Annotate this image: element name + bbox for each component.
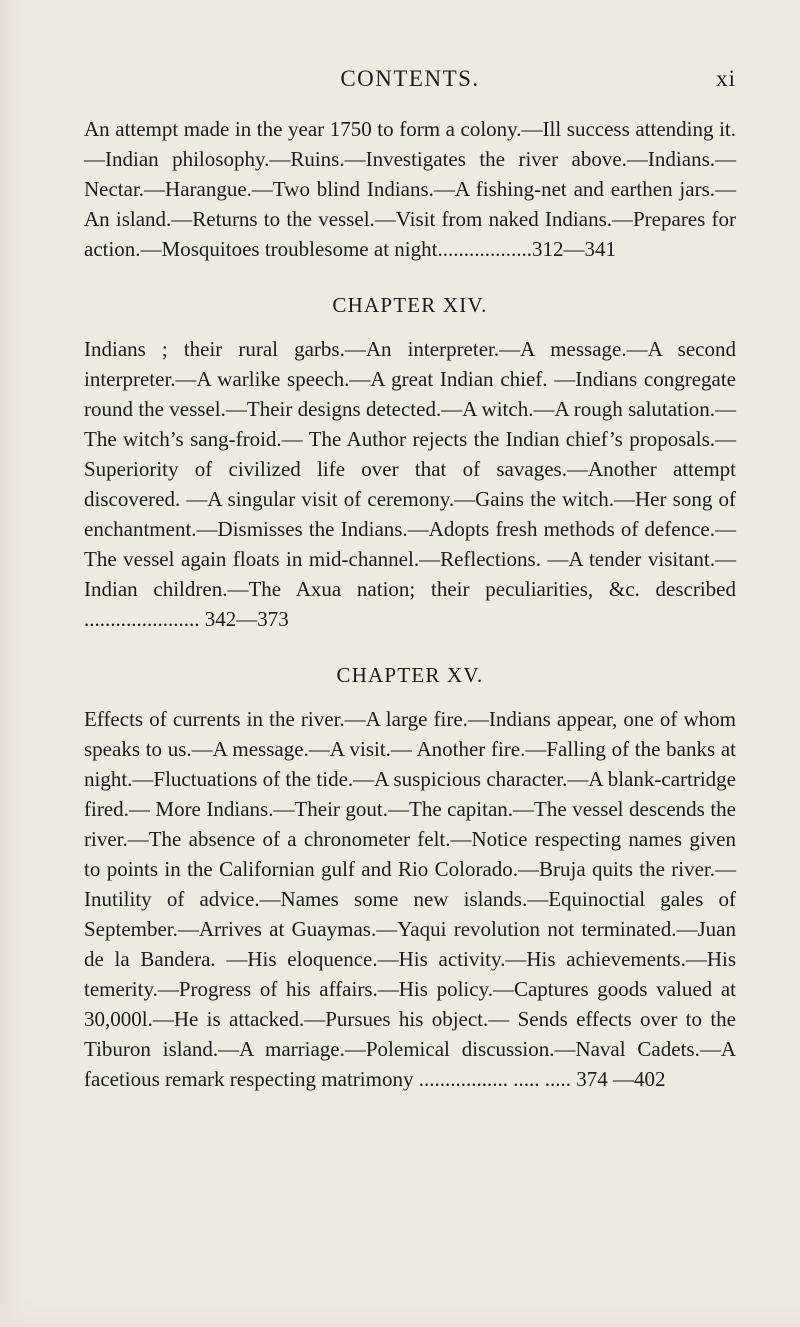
page-bottom-shadow <box>0 1297 800 1327</box>
running-title: CONTENTS. <box>340 66 480 91</box>
chapter-heading-xv: CHAPTER XV. <box>336 663 484 687</box>
page-range: 312—341 <box>531 237 616 261</box>
contents-entry-chapter-xv <box>84 704 736 1094</box>
page-range: 374 —402 <box>570 1067 666 1091</box>
dot-leaders: ................. ..... ..... <box>413 1067 571 1091</box>
contents-body <box>84 114 736 1094</box>
entry-summary: An attempt made in the year 1750 to form a colony.—Ill success attending it.—Indian philosophy.—Ruins.—Investigates the river above.—Indians.—Nectar.—Harangue.—Two blind Indians.—A fishing-net and earthen jars.—An island.—Returns to the vessel.—Visit from naked Indians.—Prepares for action.—Mosquitoes troublesome at night <box>84 117 736 261</box>
page-edge-shadow <box>0 0 46 1327</box>
page-range: 342—373 <box>199 607 289 631</box>
contents-entry-chapter-xiii-continued <box>84 114 736 264</box>
contents-entry-chapter-xiv <box>84 334 736 634</box>
chapter-heading-xiv: CHAPTER XIV. <box>332 293 488 317</box>
entry-summary: Effects of currents in the river.—A large fire.—Indians appear, one of whom speaks to us.—A message.—A visit.— Another fire.—Falling of the banks at night.—Fluctuations of the tide.—A suspicious character.—A blank-cartridge fired.— More Indians.—Their gout.—The capitan.—The vessel descends the river.—The absence of a chronometer felt.—Notice respecting names given to points in the Californian gulf and Rio Colorado.—Bruja quits the river.—Inutility of advice.—Names some new islands.—Equinoctial gales of September.—Arrives at Guaymas.—Yaqui revolution not terminated.—Juan de la Bandera. —His eloquence.—His activity.—His achievements.—His temerity.—Progress of his affairs.—His policy.—Captures goods valued at 30,000l.—He is attacked.—Pursues his object.— Sends effects over to the Tiburon island.—A marriage.—Polemical discussion.—Naval Cadets.—A facetious remark respecting matrimony <box>84 707 736 1091</box>
running-head <box>84 66 736 106</box>
dot-leaders: ...................... <box>84 607 200 631</box>
entry-summary: Indians ; their rural garbs.—An interpreter.—A message.—A second interpreter.—A warlike speech.—A great Indian chief. —Indians congregate round the vessel.—Their designs detected.—A witch.—A rough salutation.—The witch’s sang-froid.— The Author rejects the Indian chief’s proposals.—Superiority of civilized life over that of savages.—Another attempt discovered. —A singular visit of ceremony.—Gains the witch.—Her song of enchantment.—Dismisses the Indians.—Adopts fresh methods of defence.—The vessel again floats in mid-channel.—Reflections. —A tender visitant.—Indian children.—The Axua nation; their peculiarities, &c. described <box>84 337 736 601</box>
dot-leaders: .................. <box>437 237 532 261</box>
page-number: xi <box>716 66 736 91</box>
